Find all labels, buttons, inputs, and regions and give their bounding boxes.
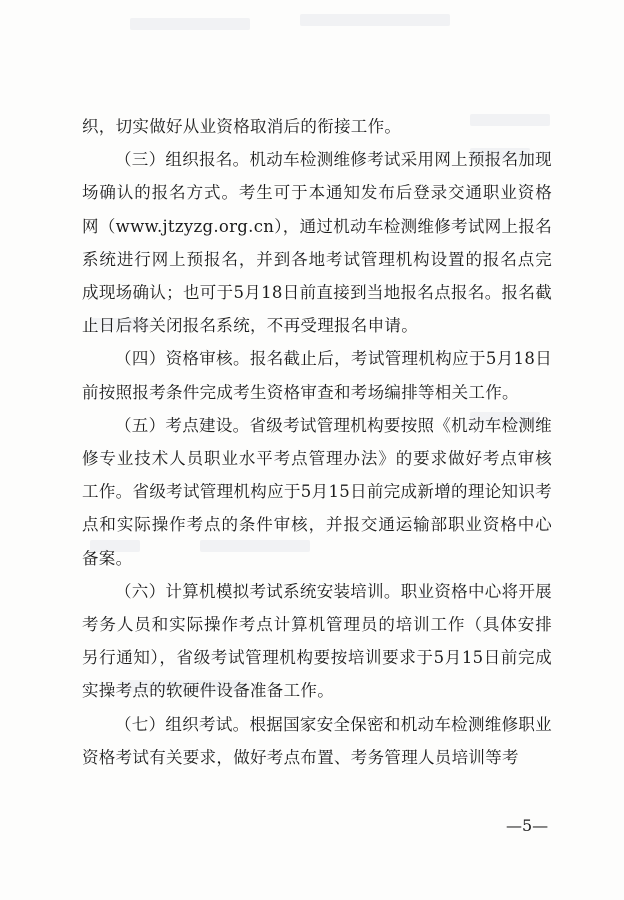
paragraph-registration: （三）组织报名。机动车检测维修考试采用网上预报名加现场确认的报名方式。考生可于本通知发布后登录交通职业资格网（www.jtzyzg.org.cn），通过机动车检测维修考试网上报名系统进行网上预报名，并到各地考试管理机构设置的报名点完成现场确认；也可于5月18日前直接到当地报名点报名。报名截止日后将关闭报名系统，不再受理报名申请。 xyxy=(82,150,552,336)
paragraph-exam-site-construction: （五）考点建设。省级考试管理机构要按照《机动车检测维修专业技术人员职业水平考点管理办法》的要求做好考点审核工作。省级考试管理机构应于5月15日前完成新增的理论知识考点和实际操作考点的条件审核，并报交通运输部职业资格中心备案。 xyxy=(82,415,552,568)
paragraph-system-training: （六）计算机模拟考试系统安装培训。职业资格中心将开展考务人员和实际操作考点计算机管理员的培训工作（具体安排另行通知），省级考试管理机构要按培训要求于5月15日前完成实操考点的软硬件设备准备工作。 xyxy=(82,581,552,701)
paragraph-qualification-review: （四）资格审核。报名截止后，考试管理机构应于5月18日前按照报考条件完成考生资格审查和考场编排等相关工作。 xyxy=(82,349,552,402)
page-number: —5— xyxy=(506,816,549,835)
document-body xyxy=(82,110,552,774)
show-through-mark xyxy=(300,14,450,26)
paragraph-continuation: 织，切实做好从业资格取消后的衔接工作。 xyxy=(82,117,402,136)
show-through-mark xyxy=(130,18,250,30)
paragraph-exam-organization: （七）组织考试。根据国家安全保密和机动车检测维修职业资格考试有关要求，做好考点布置、考务管理人员培训等考 xyxy=(82,714,552,767)
